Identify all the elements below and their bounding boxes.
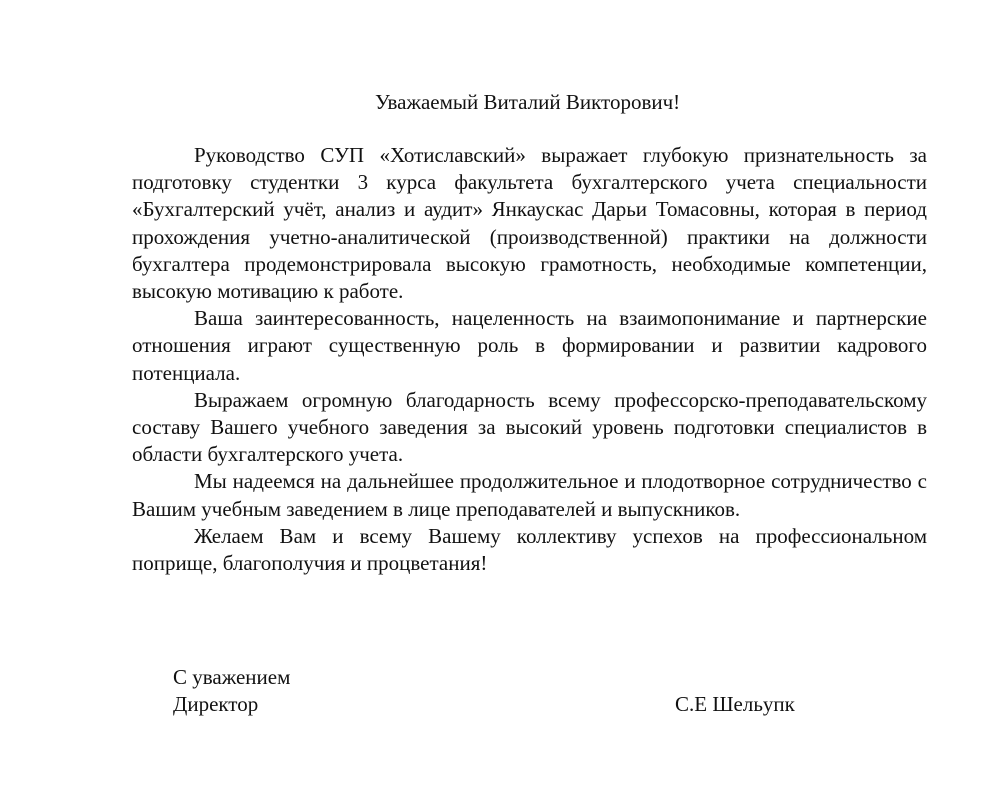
salutation: Уважаемый Виталий Викторович!: [375, 90, 681, 114]
paragraph-wishes: Желаем Вам и всему Вашему коллективу успехов на профессиональном поприще, благополучия и процветания!: [132, 523, 927, 576]
paragraph-gratitude: Руководство СУП «Хотиславский» выражает глубокую признательность за подготовку студентки 3 курса факультета бухгалтерского учета специальности «Бухгалтерский учёт, анализ и аудит» Янкаускас Дарьи Томасовны, которая в период прохождения учетно-аналитической (производственной) практики на должности бухгалтера продемонстрировала высокую грамотность, необходимые компетенции, высокую мотивацию к работе.: [132, 143, 927, 304]
paragraph-thanks-staff: Выражаем огромную благодарность всему профессорско-преподавательскому составу Вашего учебного заведения за высокий уровень подготовки специалистов в области бухгалтерского учета.: [132, 387, 927, 467]
letter-body: [132, 142, 927, 577]
closing: С уважением: [173, 665, 291, 689]
paragraph-interest: Ваша заинтересованность, нацеленность на взаимопонимание и партнерские отношения играют существенную роль в формировании и развитии кадрового потенциала.: [132, 306, 927, 385]
paragraph-cooperation: Мы надеемся на дальнейшее продолжительное и плодотворное сотрудничество с Вашим учебным заведением в лице преподавателей и выпускников.: [132, 469, 927, 521]
signature-block: [173, 664, 290, 718]
signer-name: С.Е Шельупк: [675, 692, 795, 716]
signer-title: Директор: [173, 692, 259, 716]
